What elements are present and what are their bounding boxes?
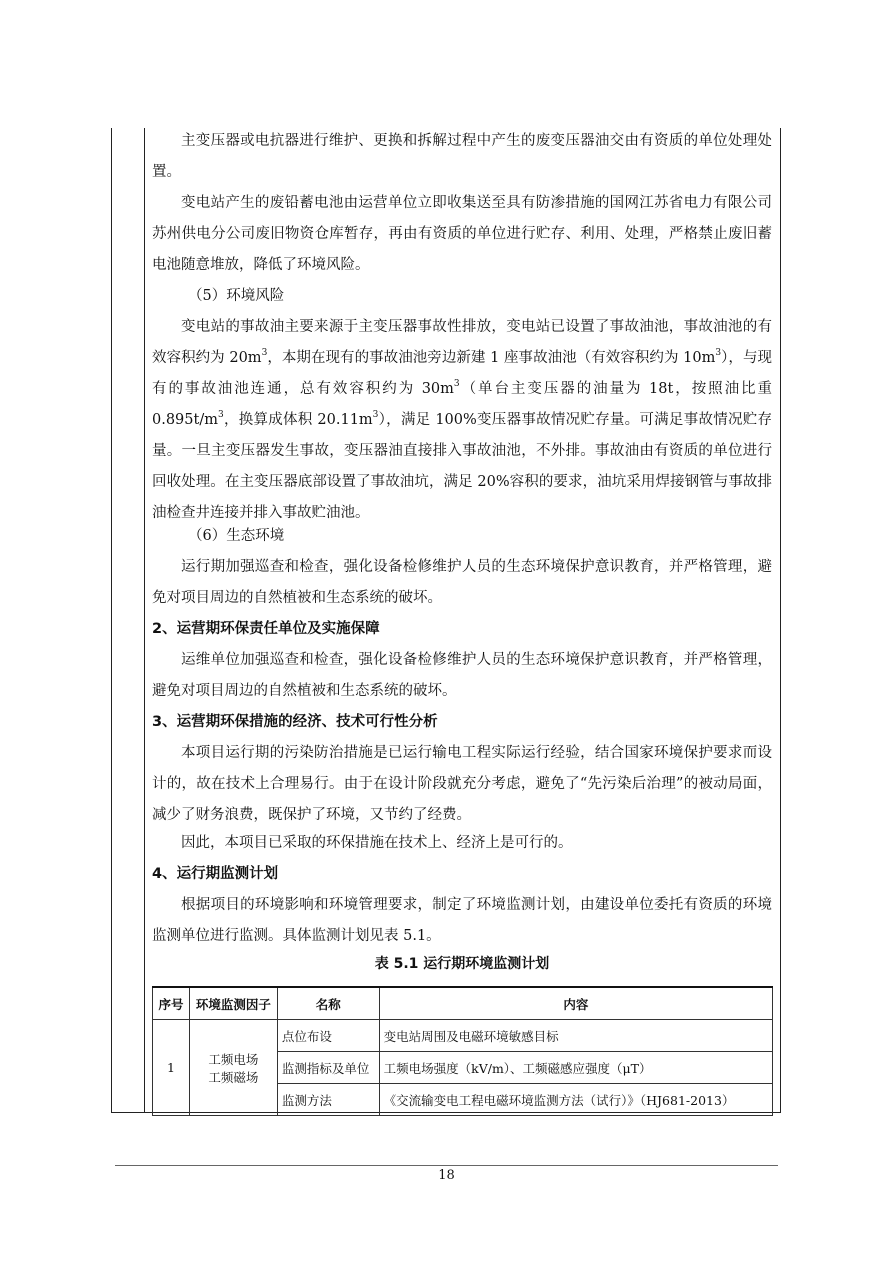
paragraph-ecology: 运行期加强巡查和检查，强化设备检修维护人员的生态环境保护意识教育，并严格管理，避免对项目周边的自然植被和生态系统的破坏。 [152,559,772,606]
footer-divider [115,1165,778,1166]
heading-responsibility: 2、运营期环保责任单位及实施保障 [152,621,380,637]
paragraph-feasibility-conclusion: 因此，本项目已采取的环保措施在技术上、经济上是可行的。 [181,835,573,851]
paragraph-responsibility: 运维单位加强巡查和检查，强化设备检修维护人员的生态环境保护意识教育，并严格管理，避免对项目周边的自然植被和生态系统的破坏。 [152,652,772,699]
cell-content: 变电站周围及电磁环境敏感目标 [379,1020,772,1052]
table-row [153,1020,773,1052]
section-6-title: （6）生态环境 [188,528,285,544]
cell-name: 点位布设 [277,1020,379,1052]
cell-name: 监测指标及单位 [277,1052,379,1084]
cell-name: 监测方法 [277,1084,379,1116]
paragraph-environmental-risk: 变电站的事故油主要来源于主变压器事故性排放，变电站已设置了事故油池，事故油池的有效容积约为 $20m^3$，本期在现有的事故油池旁边新建 1 座事故油池（有效容积约为 $10m^3$），与现有的事故油池连通，总有效容积约为 $30m^3$（单台主变压器的油量为 18t，按照油比重 $0.895t/m^3$，换算成体积 $20.11m^3$），满足 100%变压器事故情况贮存量。可满足事故情况贮存量。一旦主变压器发生事故，变压器油直接排入事故油池，不外排。事故油由有资质的单位进行回收处理。在主变压器底部设置了事故油坑，满足 20%容积的要求，油坑采用焊接钢管与事故排油检查井连接并排入事故贮油池。 [152,319,773,521]
cell-seq: 1 [153,1020,190,1116]
page-number: 18 [438,1168,455,1183]
cell-factor: 工频电场 工频磁场 [189,1020,277,1116]
heading-feasibility: 3、运营期环保措施的经济、技术可行性分析 [152,714,438,730]
header-seq: 序号 [153,987,190,1020]
cell-content: 《交流输变电工程电磁环境监测方法（试行）》（HJ681-2013） [379,1084,772,1116]
paragraph-battery-disposal: 变电站产生的废铅蓄电池由运营单位立即收集送至具有防渗措施的国网江苏省电力有限公司苏州供电分公司废旧物资仓库暂存，再由有资质的单位进行贮存、利用、处理，严格禁止废旧蓄电池随意堆放，降低了环境风险。 [152,195,772,273]
cell-content: 工频电场强度（kV/m）、工频磁感应强度（μT） [379,1052,772,1084]
section-5-title: （5）环境风险 [188,288,285,304]
paragraph-monitoring-plan: 根据项目的环境影响和环境管理要求，制定了环境监测计划，由建设单位委托有资质的环境监测单位进行监测。具体监测计划见表 5.1。 [152,897,772,944]
header-name: 名称 [277,987,379,1020]
heading-monitoring-plan: 4、运行期监测计划 [152,866,279,882]
monitoring-table [152,986,773,1116]
table-caption: 表 5.1 运行期环境监测计划 [374,956,550,972]
header-factor: 环境监测因子 [189,987,277,1020]
header-content: 内容 [379,987,772,1020]
paragraph-feasibility: 本项目运行期的污染防治措施是已运行输电工程实际运行经验，结合国家环境保护要求而设计的，故在技术上合理易行。由于在设计阶段就充分考虑，避免了“先污染后治理”的被动局面，减少了财务浪费，既保护了环境，又节约了经费。 [152,745,772,823]
left-column-divider [144,128,145,1113]
paragraph-oil-disposal: 主变压器或电抗器进行维护、更换和拆解过程中产生的废变压器油交由有资质的单位处理处置。 [152,133,772,180]
